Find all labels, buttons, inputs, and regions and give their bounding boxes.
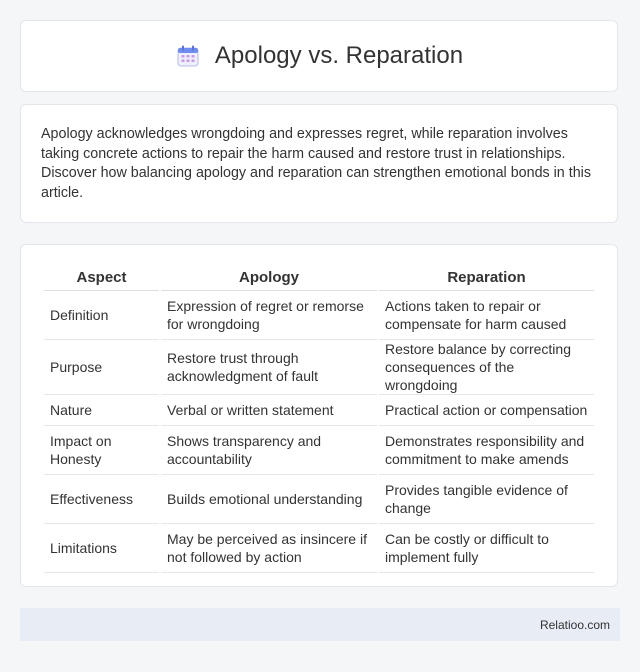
cell-apology: Expression of regret or remorse for wrongdoing	[161, 291, 377, 340]
table-row	[44, 524, 594, 573]
intro-text: Apology acknowledges wrongdoing and expresses regret, while reparation involves taking concrete actions to repair the harm caused and restore trust in relationships. Discover how balancing apology and reparation can strengthen emotional bonds in this article.	[41, 126, 591, 201]
calendar-icon	[175, 43, 201, 69]
table-row	[44, 340, 594, 395]
cell-reparation: Restore balance by correcting consequences of the wrongdoing	[379, 340, 594, 395]
header-apology: Apology	[161, 265, 377, 291]
cell-aspect: Definition	[44, 291, 159, 340]
table-row	[44, 475, 594, 524]
cell-apology: Verbal or written statement	[161, 395, 377, 426]
cell-reparation: Practical action or compensation	[379, 395, 594, 426]
table-header-row	[44, 265, 594, 291]
table-row	[44, 395, 594, 426]
cell-aspect: Effectiveness	[44, 475, 159, 524]
cell-aspect: Purpose	[44, 340, 159, 395]
cell-aspect: Limitations	[44, 524, 159, 573]
intro-card	[20, 104, 618, 223]
cell-reparation: Provides tangible evidence of change	[379, 475, 594, 524]
comparison-table	[42, 265, 596, 573]
cell-reparation: Can be costly or difficult to implement fully	[379, 524, 594, 573]
page-title: Apology vs. Reparation	[214, 42, 464, 69]
cell-apology: Shows transparency and accountability	[161, 426, 377, 475]
cell-aspect: Nature	[44, 395, 159, 426]
cell-aspect: Impact on Honesty	[44, 426, 159, 475]
cell-apology: May be perceived as insincere if not followed by action	[161, 524, 377, 573]
title-wrap	[175, 42, 463, 70]
table-card	[20, 244, 618, 587]
cell-apology: Restore trust through acknowledgment of fault	[161, 340, 377, 395]
header-aspect: Aspect	[44, 265, 159, 291]
table-row	[44, 426, 594, 475]
table-row	[44, 291, 594, 340]
footer-brand[interactable]: Relatioo.com	[539, 617, 610, 632]
header-reparation: Reparation	[379, 265, 594, 291]
title-card	[20, 20, 618, 92]
footer	[20, 608, 620, 641]
cell-apology: Builds emotional understanding	[161, 475, 377, 524]
cell-reparation: Actions taken to repair or compensate for harm caused	[379, 291, 594, 340]
cell-reparation: Demonstrates responsibility and commitment to make amends	[379, 426, 594, 475]
